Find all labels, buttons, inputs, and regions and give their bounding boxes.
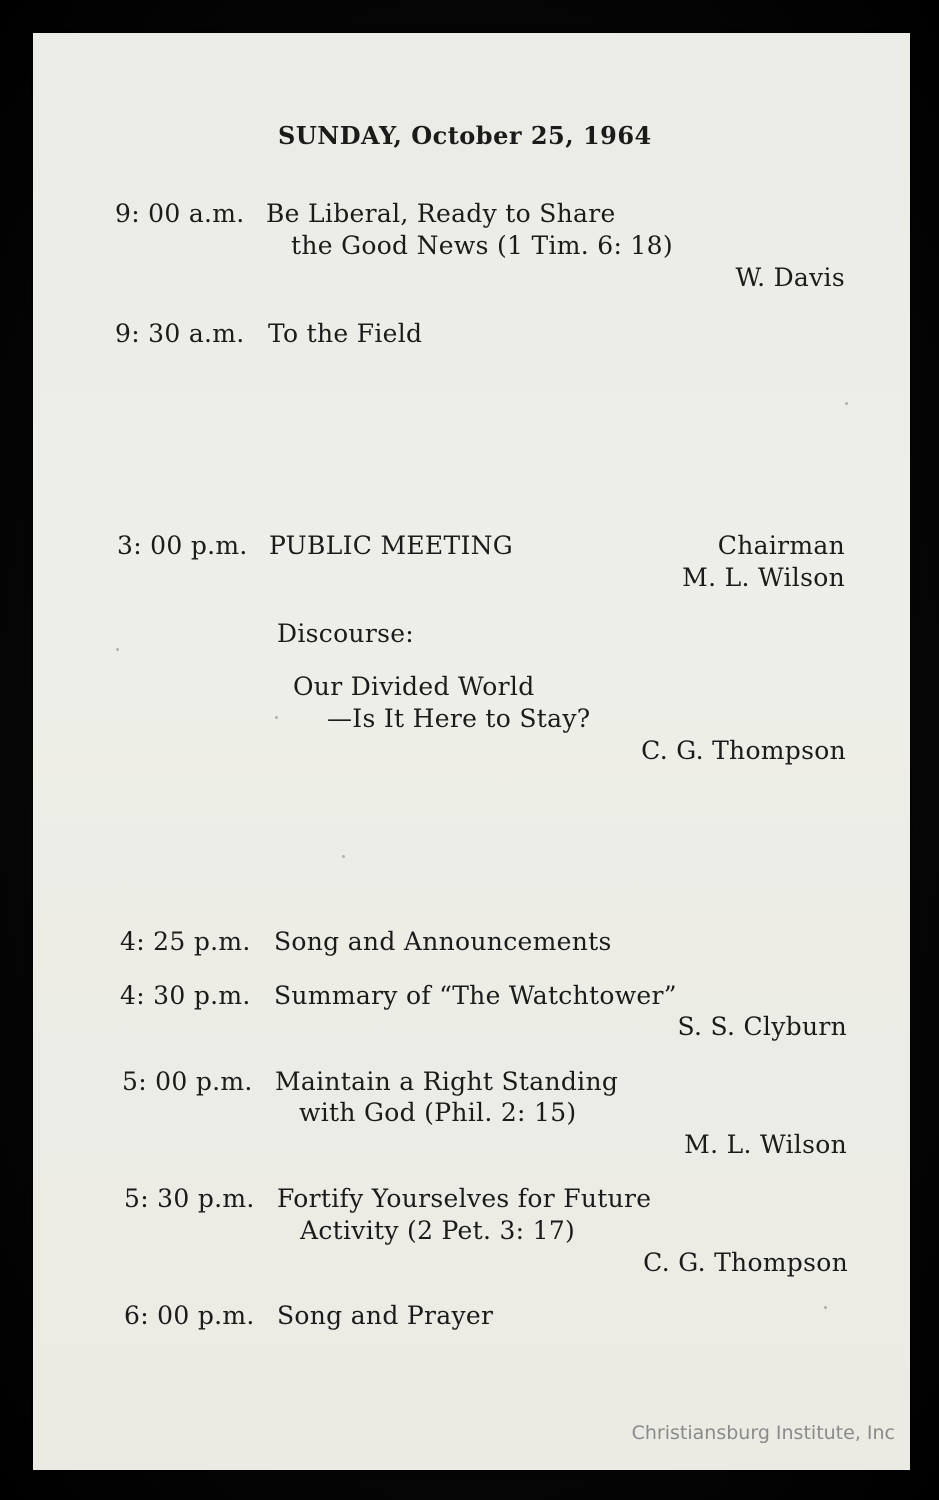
paper-speck (275, 716, 278, 719)
entry-speaker: S. S. Clyburn (677, 1012, 847, 1041)
entry-title: Song and Announcements (274, 927, 612, 956)
entry-title: with God (Phil. 2: 15) (299, 1098, 577, 1127)
day-title: SUNDAY, October 25, 1964 (278, 121, 652, 150)
discourse-label: Discourse: (277, 619, 415, 648)
entry-time: 4: 25 p.m. (120, 927, 251, 956)
entry-speaker: W. Davis (735, 263, 845, 292)
entry-speaker: C. G. Thompson (641, 736, 846, 765)
entry-time: 5: 00 p.m. (122, 1067, 253, 1096)
entry-time: 9: 00 a.m. (115, 199, 245, 228)
entry-title: the Good News (1 Tim. 6: 18) (291, 231, 673, 260)
entry-time: 4: 30 p.m. (120, 981, 251, 1010)
entry-title: Fortify Yourselves for Future (277, 1184, 652, 1213)
chairman-name: M. L. Wilson (682, 563, 845, 592)
discourse-title: Our Divided World (293, 672, 535, 701)
entry-title: To the Field (268, 319, 423, 348)
entry-time: 3: 00 p.m. (117, 531, 248, 560)
entry-title: PUBLIC MEETING (269, 531, 514, 560)
entry-time: 6: 00 p.m. (124, 1301, 255, 1330)
paper-speck (342, 855, 345, 858)
chairman-label: Chairman (717, 531, 845, 560)
entry-speaker: M. L. Wilson (684, 1130, 847, 1159)
entry-title: Be Liberal, Ready to Share (266, 199, 616, 228)
paper-speck (824, 1306, 827, 1309)
paper-speck (845, 402, 848, 405)
paper-speck (116, 648, 119, 651)
entry-title: Summary of “The Watchtower” (274, 981, 677, 1010)
entry-time: 5: 30 p.m. (124, 1184, 255, 1213)
entry-title: Maintain a Right Standing (275, 1067, 619, 1096)
discourse-title: —Is It Here to Stay? (327, 704, 591, 733)
entry-title: Activity (2 Pet. 3: 17) (300, 1216, 576, 1245)
entry-time: 9: 30 a.m. (115, 319, 245, 348)
entry-speaker: C. G. Thompson (643, 1248, 848, 1277)
entry-title: Song and Prayer (277, 1301, 494, 1330)
watermark-text: Christiansburg Institute, Inc (631, 1422, 895, 1444)
